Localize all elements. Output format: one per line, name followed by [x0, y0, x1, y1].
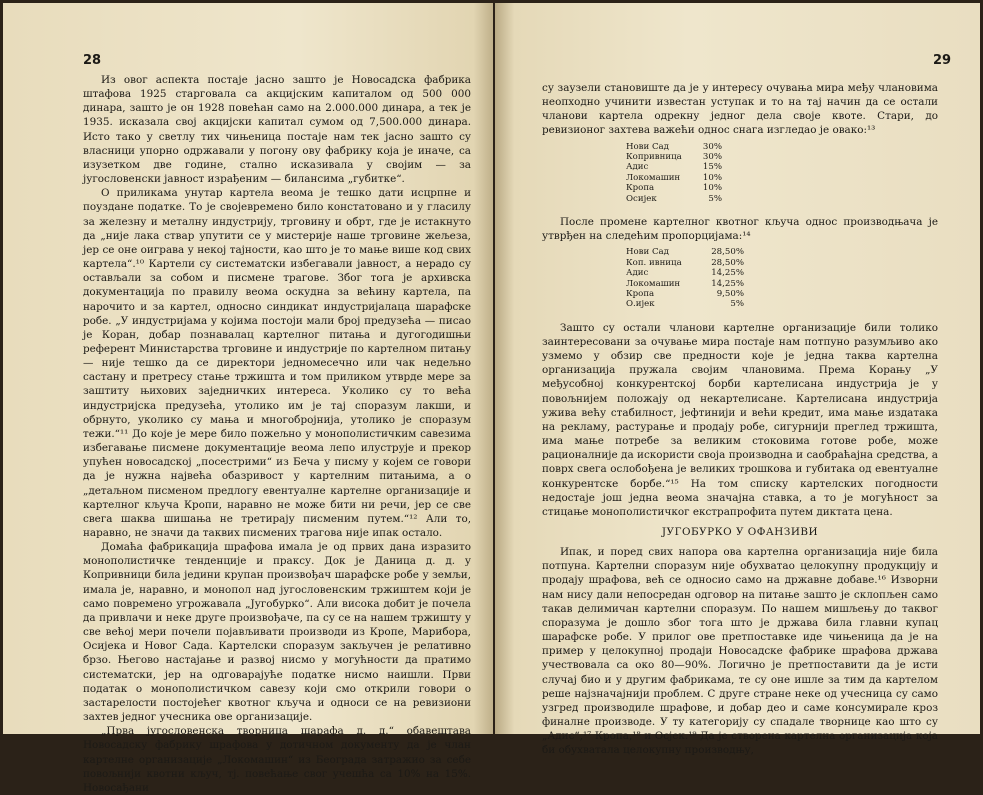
table-row — [626, 258, 744, 268]
company-name: Адис — [626, 268, 649, 279]
company-name: О.ијек — [626, 299, 655, 310]
quota-share: 28,50% — [711, 247, 744, 258]
paragraph: су заузели становиште да је у интересу очувања мира међу члановима неопходно учинити известан уступак и то на тај начин да се остали чланови картела одрекну једног дела своје квоте. Стари, до ревизионог захтева важећи однос снага изгледао је овако:¹³ — [542, 82, 938, 137]
table-row — [626, 162, 722, 172]
quota-share: 14,25% — [711, 278, 744, 289]
company-name: Копривница — [626, 152, 682, 163]
book-spread — [3, 3, 980, 794]
company-name: Локомашин — [626, 172, 681, 183]
quota-share: 15% — [702, 162, 722, 173]
table-row — [626, 142, 722, 152]
company-name: Нови Сад — [626, 141, 669, 152]
section-title: ЈУГОБУРКО У ОФАНЗИВИ — [661, 526, 819, 538]
quota-share: 28,50% — [711, 257, 744, 268]
company-name: Кропа — [626, 183, 655, 194]
quota-share: 5% — [730, 299, 744, 310]
company-name: Кропа — [626, 289, 655, 299]
paragraph: Из овог аспекта постаје јасно зашто је Новосадска фабрика штафова 1925 старговала са акцијским капиталом од 500 000 динара, зашто је он 1928 повећан само на 2.000.000 динара, а тек је 1935. исказала свој акцијски капитал сумом од 7,500.000 динара. Исто тако у светлу тих чињеница постаје нам тек јасно зашто су власници упорно одржавали у погону ову фабрику која је иначе, са изузетком две године, стално исказивала у својим — за југословенски јавност израђеним — билансима „губитке“. — [83, 74, 471, 186]
table-row — [626, 152, 722, 162]
table-row — [626, 268, 744, 278]
quota-share: 9,50% — [716, 289, 744, 299]
paragraph: О приликама унутар картела веома је тешко дати исцрпне и поуздане податке. То је својевремено било констатовано и у гласилу за железну и металну индустрију, трговину и обрт, где је истакнуто да „није лака ствар упутити се у мистерије наше трговине жељеза, јер се оне оиграва у некој тајности, као што је то мање више код свих картела“.¹⁰ Картели су систематски избегавали јавност, а нерадо су остављали за собом и писмене трагове. Због тога је архивска документација по правилу веома оскудна за већину картела, па нарочито и за картел, односно синдикат индустријалаца шарафске робе. „У индустријама у којима постоји мали број предузећа — писао је Коран, добар познавалац картелног питања и дугогодишњи референт Министарства трговине и индустрије по картелном питању — није тешко да се директори једномесечно или чак недељно састану и претресу стање тржишта и том приликом утврде мере за заштиту њихових заједничких интереса. Уколико су то већа индустријска предузећа, утолико им је тај споразум лакши, и обрнуто, уколико су мања и многобројнија, утолико је споразум тежи.“¹¹ До које је мере било пожељно у монополистичким савезима избегавање писмене документације веома лепо илуструје и прекор упућен новосадској „посестрими“ из Беча у писму у којем се говори да је нужна највећа обазривост у картелним питањима, а о „детаљном писменом предлогу евентуалне картелне организације и картелног кључа Кропи, наравно не може бити ни речи, јер се све свега шаква шишања не третирају писменим путем.“¹² Али то, наравно, не значи да таквих писмених трагова није ипак остало. — [83, 187, 471, 539]
paragraph: „Прва југословенска творница шарафа д. д.“ обавештава Новосадску фабрику шрафова у дотичном документу да је члан картелне организације „Локомашин“ из Београда затражио за себе повољнији квотни кључ, тј. повећање свог учешћа са 10% на 15%. Новосађани — [83, 725, 471, 794]
page-number-left: 28 — [83, 53, 102, 68]
company-name: Локомашин — [626, 278, 681, 289]
paragraph: Домаћа фабрикација шрафова имала је од првих дана изразито монополистичке тенденције и праксу. Док је Даница д. д. у Копривници била једини крупан произвођач шарафске робе у земљи, имала је, наравно, и монопол над југословенским тржиштем који је само повремено угрожавала „Југобурко“. Али висока добит је почела да привлачи и неке друге произвођаче, па су се на нашем тржишту у све већој мери почели појављивати производи из Кропе, Марибора, Осијека и Новог Сада. Картелски споразум закључен је релативно брзо. Његово настајање и развој нисмо у могућности да пратимо систематски, јер на одговарајуће податке нисмо наишли. Први податак о монополистичком савезу који смо открили говори о застарелости постојећег квотног кључа и односи се на ревизиони захтев једног учесника ове организације. — [83, 541, 471, 724]
table-row — [626, 279, 744, 289]
table-row — [626, 299, 744, 309]
quota-share: 30% — [702, 141, 722, 152]
quota-share: 10% — [702, 183, 722, 194]
company-name: Адис — [626, 162, 649, 173]
quota-table-old — [626, 142, 722, 204]
left-page — [3, 3, 493, 794]
table-row — [626, 173, 722, 183]
company-name: Осијек — [626, 193, 657, 204]
right-page — [495, 3, 980, 757]
quota-table-new — [626, 247, 744, 309]
paragraph: Зашто су остали чланови картелне организације били толико заинтересовани за очување мира постаје нам потпуно разумљиво ако узмемо у обзир све предности које је једна таква картелна организација пружала својим члановима. Према Корању „У међусобној конкурентској борби картелисана индустрија је у повољнијем положају од некартелисане. Картелисана индустрија ужива већу стабилност, јефтинији и већи кредит, има мање издатака на рекламу, растурање и продају робе, сигурнији преглед тржишта, има мање потребе за великим стоковима готове робе, може рационалније да искористи своја производна и саобраћајна средства, а поврх свега ослобођена је великих трошкова и губитака од евентуалне конкурентске борбе.“¹⁵ На том списку картелских погодности недостаје још једна веома значајна ставка, а то је могућност за стицање монополистичког екстрапрофита путем диктата цена. — [542, 321, 938, 518]
company-name: Коп. ивница — [626, 257, 682, 268]
paragraph: Ипак, и поред свих напора ова картелна организација није била потпуна. Картелни споразум није обухватао целокупну продукцију и продају шрафова, већ се односио само на државне добаве.¹⁶ Изворни нам нису дали непосредан одговор на питање зашто је склопљен само такав делимичан картелни споразум. По нашем мишљењу до таквог споразума је дошло због тога што је држава била главни купац шарафске робе. У прилог ове претпоставке иде чињеница да је на пример у целокупној продаји Новосадске фабрике шрафова држава учествовала са око 80—90%. Логично је претпоставити да је исти случај био и у другим фабрикама, те су оне ишле за тим да картелом реше најзначајнији проблем. С друге стране неке од учесница су само узгред производиле шрафове, и добар део и саме консумирале кроз финалне производе. У ту категорију су спадале творнице као што су „Адис“,¹⁷ Кропа,¹⁸ и Осјек.¹⁹ Да је створена картелна организација која би обухватала целокупну производњу, — [542, 546, 938, 757]
right-page-text — [542, 81, 938, 758]
quota-share: 5% — [708, 193, 722, 204]
quota-share: 14,25% — [711, 268, 744, 279]
left-page-text — [83, 73, 471, 795]
quota-share: 30% — [702, 152, 722, 163]
table-row — [626, 183, 722, 193]
table-row — [626, 289, 744, 299]
page-number-right: 29 — [933, 53, 952, 68]
table-row — [626, 194, 722, 204]
quota-share: 10% — [702, 172, 722, 183]
company-name: Нови Сад — [626, 247, 669, 258]
paragraph: После промене картелног квотног кључа однос производњача је утврђен на следећим пропорцијама:¹⁴ — [542, 216, 938, 243]
table-row — [626, 247, 744, 257]
